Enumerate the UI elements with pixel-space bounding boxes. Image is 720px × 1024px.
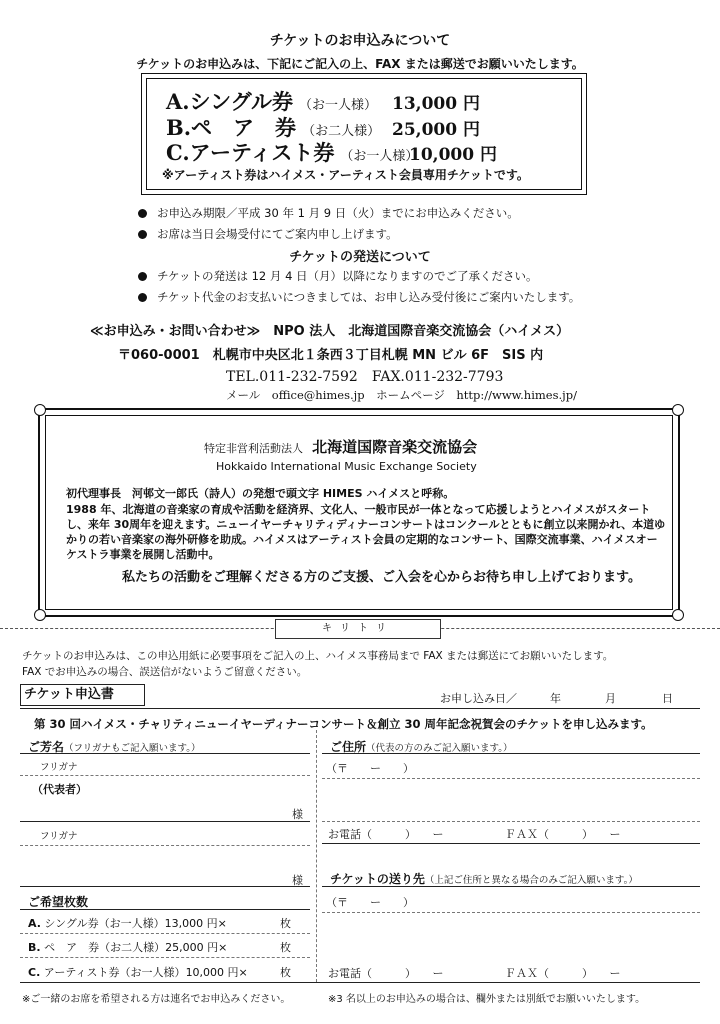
qty-row-b: B. ペ ア 券（お二人様）25,000 円× — [28, 941, 228, 954]
qty-input-a[interactable] — [240, 912, 276, 930]
org-paragraph-1: 初代理事長 河邨文一郎氏（詩人）の発想で頭文字 HIMES ハイメスと呼称。 — [66, 487, 455, 500]
price-box — [141, 73, 587, 195]
name-label: ご芳名 — [28, 740, 65, 754]
price-row-artist — [166, 137, 497, 167]
form-title: チケット申込書 — [20, 684, 145, 706]
address-field[interactable] — [326, 782, 686, 822]
foot-right: ※3 名以上のお申込みの場合は、欄外または別紙でお願いいたします。 — [328, 994, 646, 1005]
event-line: 第 30 回ハイメス・チャリティニューイヤーディナーコンサート＆創立 30 周年記念祝賀会のチケットを申し込みます。 — [34, 717, 653, 731]
rep-label: （代表者） — [32, 783, 87, 796]
org-frame — [38, 408, 680, 617]
send-label: チケットの送り先 — [330, 872, 425, 886]
org-title — [204, 436, 477, 457]
qty-row-c: C. アーティスト券（お一人様）10,000 円× — [28, 966, 248, 979]
heading-apply: チケットのお申込みについて — [269, 33, 451, 49]
date-day: 日 — [662, 692, 673, 705]
send-note: （上記ご住所と異なる場合のみご記入願います。） — [424, 875, 638, 886]
phone-field-2[interactable]: お電話（ ） ー — [328, 967, 444, 980]
sama-label-2: 様 — [292, 874, 303, 887]
intro-text: チケットのお申込みは、下記にご記入の上、FAX または郵送でお願いいたします。 — [136, 57, 584, 71]
send-header — [330, 870, 638, 887]
contact-address: 〒060-0001 札幌市中央区北１条西３丁目札幌 MN ビル 6F SIS 内 — [118, 348, 544, 363]
price-note: （お一人様） — [340, 149, 419, 164]
bullet-payment: チケット代金のお支払いにつきましては、お申し込み受付後にご案内いたします。 — [138, 289, 580, 305]
qty-unit-a: 枚 — [280, 917, 291, 930]
qty-row-a: A. シングル券（お一人様）13,000 円× — [28, 917, 227, 930]
org-name-en: Hokkaido International Music Exchange Society — [216, 460, 477, 473]
fax-field-2[interactable]: ＦＡＸ（ ） ー — [505, 967, 621, 980]
furigana-label-2: フリガナ — [40, 831, 78, 842]
org-closing: 私たちの活動をご理解くださる方のご支援、ご入会を心からお待ち申し上げております。 — [122, 570, 641, 585]
date-year: 年 — [550, 692, 561, 705]
org-type: 特定非営利活動法人 — [204, 442, 303, 455]
form-intro-2: FAX でお申込みの場合、誤送信がないようご留意ください。 — [22, 666, 308, 678]
qty-label: ご希望枚数 — [28, 895, 89, 909]
furigana-label-1: フリガナ — [40, 762, 78, 773]
heading-shipping: チケットの発送について — [289, 250, 431, 265]
price-note: （お二人様） — [302, 124, 381, 139]
price-value: 13,000 円 — [392, 94, 480, 114]
contact-heading: ≪お申込み・お問い合わせ≫ NPO 法人 北海道国際音楽交流協会（ハイメス） — [90, 324, 570, 339]
contact-phone: TEL.011-232-7592 FAX.011-232-7793 — [226, 369, 504, 385]
name-note: （フリガナもご記入願います。） — [64, 743, 201, 754]
send-address-field[interactable] — [326, 915, 686, 955]
price-footnote: ※アーティスト券はハイメス・アーティスト会員専用チケットです。 — [162, 168, 529, 182]
price-value: 10,000 円 — [409, 145, 497, 165]
date-label: お申し込み日／ — [440, 692, 517, 705]
bullet-shipping: チケットの発送は 12 月 4 日（月）以降になりますのでご了承ください。 — [138, 268, 538, 284]
foot-left: ※ご一緒のお席を希望される方は連名でお申込みください。 — [22, 994, 291, 1005]
phone-field-1[interactable]: お電話（ ） ー — [328, 828, 444, 841]
price-note: （お一人様） — [299, 98, 378, 113]
postal-field-1[interactable]: （〒 ー ） — [326, 762, 414, 775]
bullet-deadline: お申込み期限／平成 30 年 1 月 9 日（火）までにお申込みください。 — [138, 205, 519, 221]
address-label: ご住所 — [330, 740, 367, 754]
address-note: （代表の方のみご記入願います。） — [366, 743, 513, 754]
cut-label: キリトリ — [275, 619, 441, 639]
rep-name-field[interactable] — [24, 798, 284, 816]
price-value: 25,000 円 — [392, 120, 480, 140]
qty-input-c[interactable] — [240, 961, 276, 979]
qty-input-b[interactable] — [240, 936, 276, 954]
price-label: B.ペ ア 券 — [166, 115, 297, 140]
sama-label-1: 様 — [292, 808, 303, 821]
bullet-seating: お席は当日会場受付にてご案内申し上げます。 — [138, 226, 398, 242]
postal-field-2[interactable]: （〒 ー ） — [326, 896, 414, 909]
contact-web: メール office@himes.jp ホームページ http://www.himes.jp/ — [226, 388, 577, 402]
price-label: A.シングル券 — [166, 89, 294, 114]
date-month: 月 — [605, 692, 616, 705]
second-name-field[interactable] — [24, 848, 284, 868]
price-label: C.アーティスト券 — [166, 140, 335, 165]
fax-field-1[interactable]: ＦＡＸ（ ） ー — [505, 828, 621, 841]
form-intro-1: チケットのお申込みは、この申込用紙に必要事項をご記入の上、ハイメス事務局まで FAX または郵送にてお願いいたします。 — [22, 650, 614, 662]
qty-unit-c: 枚 — [280, 966, 291, 979]
org-name: 北海道国際音楽交流協会 — [312, 438, 478, 456]
org-paragraph-2: 1988 年、北海道の音楽家の育成や活動を経済界、文化人、一般市民が一体となって応援しようとハイメスがスタートし、来年 30周年を迎えます。ニューイヤーチャリティディナーコンサートはコンクールとともに創立以来開かれ、本道ゆかりの若い音楽家の海外研修を助成。ハイメスはアーティスト会員の定期的なコンサート、国際交流事業、ハイメスオーケストラ事業を展開し活動中。 — [66, 503, 666, 561]
qty-unit-b: 枚 — [280, 941, 291, 954]
